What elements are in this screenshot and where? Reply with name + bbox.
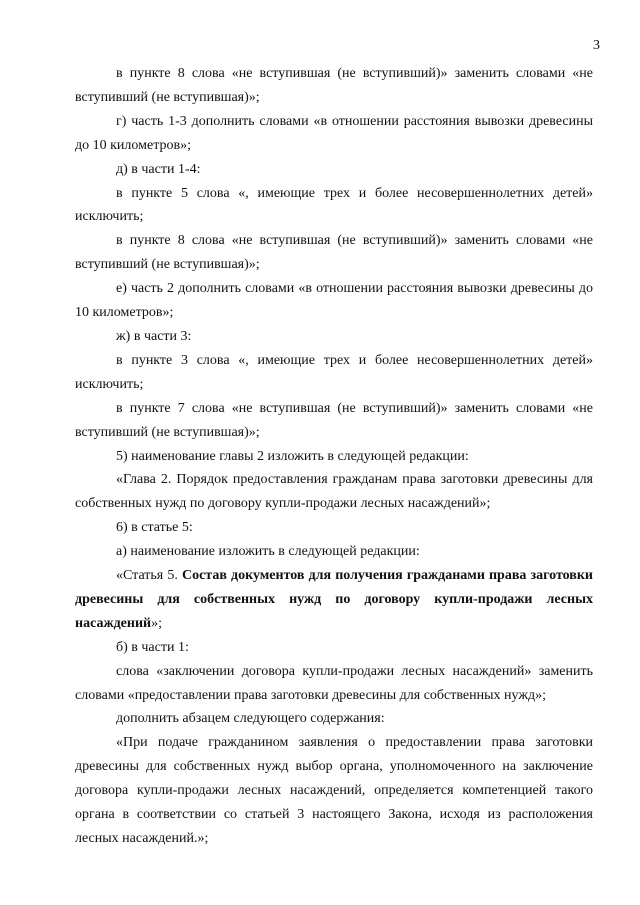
paragraph: б) в части 1: xyxy=(116,639,189,655)
paragraph: слова «заключении договора купли-продажи лесных насаждений» заменить словами «предоставлении права заготовки древесины для собственных нужд»; xyxy=(75,663,593,703)
paragraph: в пункте 7 слова «не вступившая (не вступивший)» заменить словами «не вступивший (не вступившая)»; xyxy=(75,400,593,440)
paragraph: в пункте 3 слова «, имеющие трех и более несовершеннолетних детей» исключить; xyxy=(75,352,593,392)
paragraph: в пункте 8 слова «не вступившая (не вступивший)» заменить словами «не вступивший (не вступившая)»; xyxy=(75,66,593,105)
paragraph: «При подаче гражданином заявления о предоставлении права заготовки древесины для собственных нужд выбор органа, уполномоченного на заключение договора купли-продажи лесных насаждений, определяется компетенцией такого органа в соответствии со статьей 3 настоящего Закона, исходя из расположения лесных насаждений.»; xyxy=(75,735,593,846)
document-body xyxy=(75,62,593,851)
paragraph: е) часть 2 дополнить словами «в отношении расстояния вывозки древесины до 10 километров»; xyxy=(75,281,593,321)
paragraph: г) часть 1-3 дополнить словами «в отношении расстояния вывозки древесины до 10 километров»; xyxy=(75,113,593,153)
article-heading-suffix: »; xyxy=(151,615,162,631)
article-heading-prefix: «Статья 5. xyxy=(116,568,182,584)
paragraph: «Глава 2. Порядок предоставления гражданам права заготовки древесины для собственных нужд по договору купли-продажи лесных насаждений»; xyxy=(75,472,593,512)
article-heading-title: Состав документов для получения гражданами права заготовки древесины для собственных нужд по договору купли-продажи лесных насаждений xyxy=(75,568,593,631)
paragraph: дополнить абзацем следующего содержания: xyxy=(116,711,385,727)
paragraph: а) наименование изложить в следующей редакции: xyxy=(116,544,420,560)
article-heading-paragraph xyxy=(75,564,593,636)
paragraph: 6) в статье 5: xyxy=(116,520,193,536)
paragraph: ж) в части 3: xyxy=(116,328,192,344)
paragraph: д) в части 1-4: xyxy=(116,161,201,177)
page-number: 3 xyxy=(593,38,600,53)
paragraph: 5) наименование главы 2 изложить в следующей редакции: xyxy=(116,448,469,464)
paragraph: в пункте 8 слова «не вступившая (не вступивший)» заменить словами «не вступивший (не вступившая)»; xyxy=(75,233,593,273)
paragraph: в пункте 5 слова «, имеющие трех и более несовершеннолетних детей» исключить; xyxy=(75,185,593,225)
